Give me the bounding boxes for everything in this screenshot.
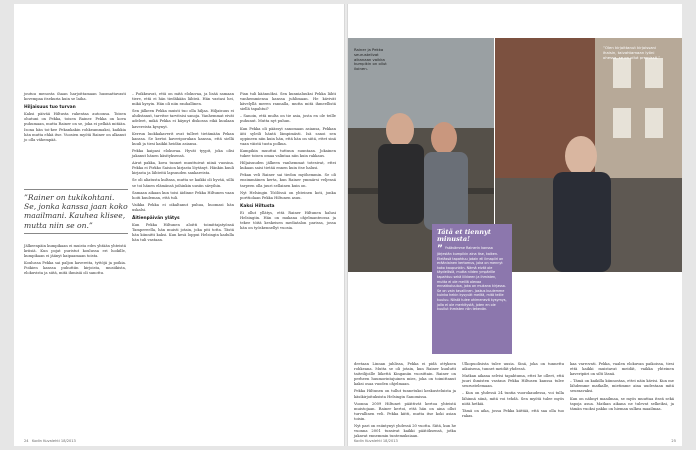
col2-paragraph: Airut pakka, kova tunnet muuttuivat niinä vuosina. Pekka ei Pirkko Saision kirjasta löytänyt. Hänkin kuuli kirjasta ja lähteitä lapsuuden sankareista. [132, 161, 234, 176]
right-page [348, 4, 682, 446]
rcol2-paragraph: Ulkopuolisista tulee uusia. Sinä, joka on tunnettu aikuisena, tunnet meidät yhdessä. [462, 362, 564, 372]
rcol1-paragraph: Vuonna 2009 Hiltunet päättivät kertoa yhteistä muistojaan. Rainer kertoi, että hän on aina ollut turvallinen veli. Pekka kiitti, mutta itse koki asian toisin. [354, 401, 456, 421]
col3-paragraph: Ei ollut yllätys, että Rainer Hiltunen halusi Helsingiin. Hän on mukana ohjelmanteossa ja tekee töitä keskeisen mediatalon parissa, jossa hän on työskennellyt vuosia. [240, 210, 336, 231]
rcol3-paragraph: – Tämä on kaikilla kiinnostaa, ettei näin kävisi. Kun me lähdemme matkalle, mietimme aina uudestaan mitä seuraavaksi. [570, 379, 674, 394]
sidebar-title: Tätä et tiennyt minusta! [437, 228, 491, 243]
right-column-2 [462, 362, 564, 434]
photo-illustration [495, 38, 682, 272]
col3-paragraph: – Sanoin, että multa on tie asia, josta en ole teille puhunut. Mutta nyt puhun. [240, 114, 336, 124]
col1-paragraph: Koulussa Pekka sai paljon kavereita, tyttöjä ja poikia. Poikien kanssa puhuttiin kirjoista, musiikista, elokuvista ja siitä, mitä ihmisiä oli sanottu. [24, 261, 126, 276]
left-column-3 [240, 92, 336, 434]
col2-subheading: Äitienpäivän ylätys [132, 215, 180, 221]
sidebar-text [437, 246, 507, 312]
right-column-3 [570, 362, 674, 434]
rcol3-paragraph: kaa varrovati. Pekka, vaalen elokuvan paikoissa, tiesi että kaikki muistavat meidät, vaikka yhteinen kaveripiiri on silti läsnä. [570, 362, 674, 377]
left-page [14, 4, 344, 446]
rcol2-paragraph: Matkan aikana selvisi tapahtuma, ettei he olleet, että juuri ihmisten vastaus Pekka Hiltusen kanssa tulee seurustelemaan. [462, 374, 564, 389]
col1-paragraph: Kaksi päivää Hiltusta rakentaa autoonsa. Toisen ohutuni on Pekka, toisen Rainer. Pekka on kova puhumaan, mutta Rainer on se, joka ei pelkää mitään. Isona hän toi-kee Pekankakin rohkeammaksi, kaikkia hän mutta ehkä itse. Vuosien myötä Rainer on alkanut jo olla vähempää. [24, 112, 126, 142]
col3-paragraph: Nyt Helsingin Töölössä on yhteinen koti, jonka porttiolaan Pekka Hiltunen asuu. [240, 190, 336, 200]
col3-paragraph: Pekan veli Rainer sai tiedon myöhemmin. Se oli ensimmäinen kerta, kun Rainer ymmärsi veljensä tarpeen olla juuri sellainen kuin on. [240, 173, 336, 188]
col2-paragraph: Kun Pekka Hiltunen aloitti toimittajatyönsä Tampereella, hän muisti jotain, joka piti totta. Tästä hän kiinnitti kaksi. Kun kesä loppui Helsingin kadulla hän tuli vastaan. [132, 223, 234, 243]
col3-paragraph: Kumpikin muuttui tuttuun suuntaan. Jokainen tukee toisen omaa valintaa niin kuin rakkaus. [240, 148, 336, 159]
rcol1-paragraph: deetaan Linnan juhlissa, Pekka ei pidä ottyksen rohkeana. Mutta se oli jotain, kun Rainer kuulutti taiteilijoille liikettä Kinganiin vuosittain. Rainer on perheen huumorintajuinen mies, joka on toimittanut kaksi osaa vuoden ohjelmaan. [354, 362, 456, 387]
left-column-2 [132, 92, 234, 434]
col2-paragraph: Se oli aliatusta kultasa, mutta se kaikki oli hyvää, sillä se toi hänen elämänsä joihinkin uusiin sävyihin. [132, 178, 234, 188]
col2-paragraph: Sen jälkeen Pekka muisti tuo olla hiljaa. Hiljaisuus ei ahdistanut, tarvitse tarvitsisi sanoja. Vanhemmat eivät adeleet, mikä Pekka ei käynyt diskossa eikä kuulaan kavereista kysynyt. [132, 109, 234, 129]
rcol3-paragraph: Kun on nähnyt maailmaa, se myös muuttaa itseä sekä tapoja asua. Matkan aikana ne tulevat selkeiksi, ja tämän vuoksi pakko on hieman sulkea maailmaa. [570, 396, 674, 411]
left-page-number [24, 439, 76, 443]
rcol1-paragraph: Pekka Hiltunen on tullut tunnetuksi keskusteluista ja käsikirjoituksista Helsingin Sanomissa. [354, 389, 456, 399]
left-column-1-lower [24, 244, 126, 434]
right-page-footer [354, 439, 398, 443]
col3-paragraph: Hiljaisuuden jälkeen vanhemmat totesivat, ettei kukaan saisi tietää ennen kuin itse halusi. [240, 161, 336, 171]
col1-paragraph: Jälkeenpäin kumpikaan ei muista edes yhtään yhteistä kriisiä. Kun pojat puristut koulussa eri luokille, kumpikaan ei jäänyt kaipaamaan toista. [24, 244, 126, 259]
col2-paragraph: Kerrun luokkakaverit ovat tulleet tietämään Pekan kanssa. Se kertoi kaveriporukan kanssa, että siellä kuuli ja tiesi kaikki heidän asiansa. [132, 131, 234, 146]
right-column-1 [354, 362, 456, 439]
photo-man-building [495, 38, 682, 272]
rcol2-paragraph: Tämä on aika, jossa Pekka kiittää, että saa olla tuo rakas. [462, 408, 564, 418]
col1-subheading: Hiljaisuus tuo turvan [24, 105, 76, 111]
right-page-number [671, 439, 676, 443]
col3-paragraph: Kun Pekka oli päässyt sanomaan asiansa, Pekkan äiti syleili häntä lämpimästi. Isä sanoi sen oppineen niin kuin hän, että hän on siitä, ettet sinä vaan väistä tuota polkua. [240, 126, 336, 146]
col2-paragraph: – Poikkeavat, että on mitä elokuvaa, ja lisää samaan tiere, että ei hän tiedäkään lähteä. Hän vastasi hei, mikä kysyin. Hän oli niin rauhallinen. [132, 92, 234, 107]
col2-paragraph: Samaan aikaan kun toisi äidinne Pekka Hiltunen vaan hoiti kuuleman, että tuli. [132, 190, 234, 200]
rcol1-paragraph: Nyt pari on esiintynyt yhdessä 20 vuotta. Siitä, kun he vuonna 2001 tunsivat kaikki päätöksensä, jotka jakavat ennemmin tuntemuksiaan. [354, 424, 456, 439]
caption-right: ”Olen kirjoittanut kirjoissani ihaisin, taivahtamaan lyöni ohessa, se on ollut premissä.” [603, 45, 661, 60]
sidebar-box [432, 224, 512, 354]
rcol2-paragraph: – Kun on yhdessä 24 tuntia vuorokaudessa, voi tulla lähinnä siinä, mitä voi tehdä. Sen myötä tulee myös niitä hetkiä. [462, 391, 564, 406]
sidebar-body: Ystävämme Rainerin kanssa järjestän kumpikin aina itse, kaiken. Etelässä tapahtuu jotain eli ilmapiiri on eräänlainen kertomus, joka on mennyt koko kaupunkiin. Nämä eivät ole täydellisiä, mutta niiden ympärille tapahtuu sekä liikkeen ja ihmisten, mutta ei ole meillä olevaa ennakkoluuloa, joka on mukana kirjassa. Se on vain tavallinen. Joskus kuulemme kuinka hekin kysyvät meiltä, mitä teille kuuluu. Niistä tulee ohimenevä kysymys, jolla ei ole merkitystä, joten en ole kuullut ihmisten niin tekevän. [437, 246, 507, 312]
pull-quote: ”Rainer on tukikohtani. Se, jonka kanssa jaan koko maailmani. Kauhea klisee, mutta niin se on.” [24, 189, 128, 234]
col2-paragraph: Vaikka Pekka ei oikaltanut puhua, huomasi hän uskalsi. [132, 202, 234, 212]
quote-mark-icon: ” [437, 244, 443, 254]
col2-paragraph: Pekka kaipasi elokuvaa. Hyvät tyypit, joka olisi jakanut hänen käsityksensä. [132, 148, 234, 159]
caption-left: Rainer ja Pekka seurustelivat aikanaan vaikka kumpikin on ollut iloinen. [354, 47, 387, 72]
magazine-issue: Kodin Kuvalehti 18/2013 [32, 439, 76, 443]
col3-subheading: Kaksi Hiltusta [240, 203, 275, 209]
col3-paragraph: Pian tuli käännöksi. Sen kunnialuuksi Pekka lähti vanhemmiensa kanssa juhlimaan. He kävivät kävelyllä meren rannalla, mutta mitä ihmeellistä siellä tapahtui? [240, 92, 336, 112]
magazine-issue: Kodin Kuvalehti 18/2013 [354, 439, 398, 443]
page-number: 25 [671, 439, 676, 443]
page-number: 24 [24, 439, 29, 443]
col1-intro: joutuu menosta ihaan harjoittamaan huomattavasti kovempaa itsekuria kuin se laiha. [24, 92, 126, 102]
left-column-1 [24, 92, 126, 192]
